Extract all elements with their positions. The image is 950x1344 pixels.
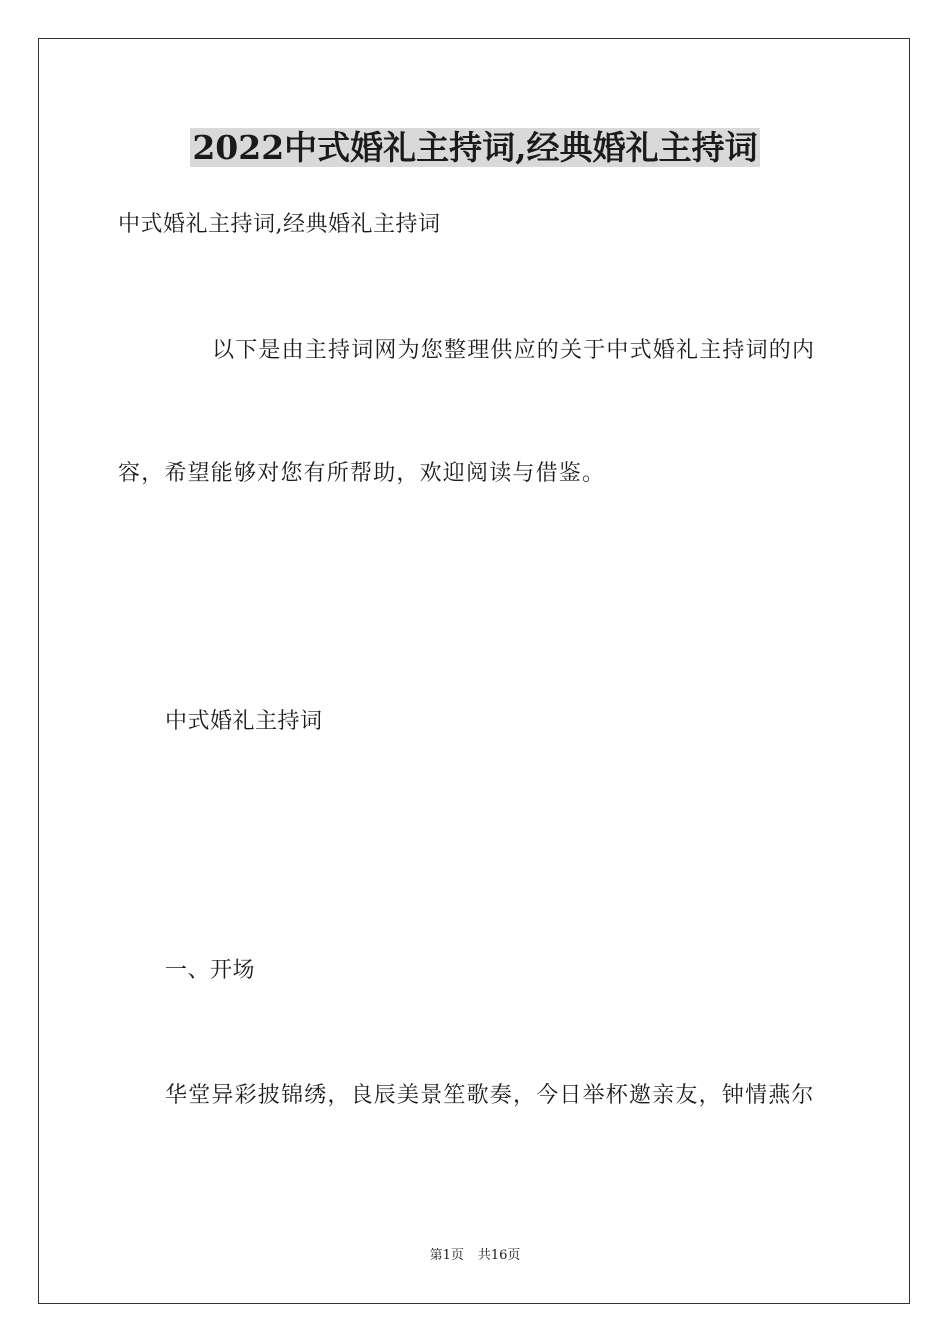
page-footer: [0, 1247, 950, 1265]
subtitle-paragraph: 中式婚礼主持词,经典婚礼主持词: [118, 212, 441, 237]
page-number: 第1页: [429, 1248, 464, 1263]
document-title-text: 2022中式婚礼主持词,经典婚礼主持词: [192, 128, 758, 167]
subsection-heading: 一、开场: [165, 958, 256, 983]
body-paragraph: 华堂异彩披锦绣，良辰美景笙歌奏，今日举杯邀亲友，钟情燕尔: [165, 1083, 815, 1108]
section-heading: 中式婚礼主持词: [165, 709, 323, 734]
intro-paragraph-line-1: 以下是由主持词网为您整理供应的关于中式婚礼主持词的内: [212, 338, 816, 363]
page-total: 共16页: [477, 1248, 521, 1263]
intro-paragraph-line-2: 容，希望能够对您有所帮助，欢迎阅读与借鉴。: [118, 461, 606, 486]
document-title: [0, 127, 950, 169]
